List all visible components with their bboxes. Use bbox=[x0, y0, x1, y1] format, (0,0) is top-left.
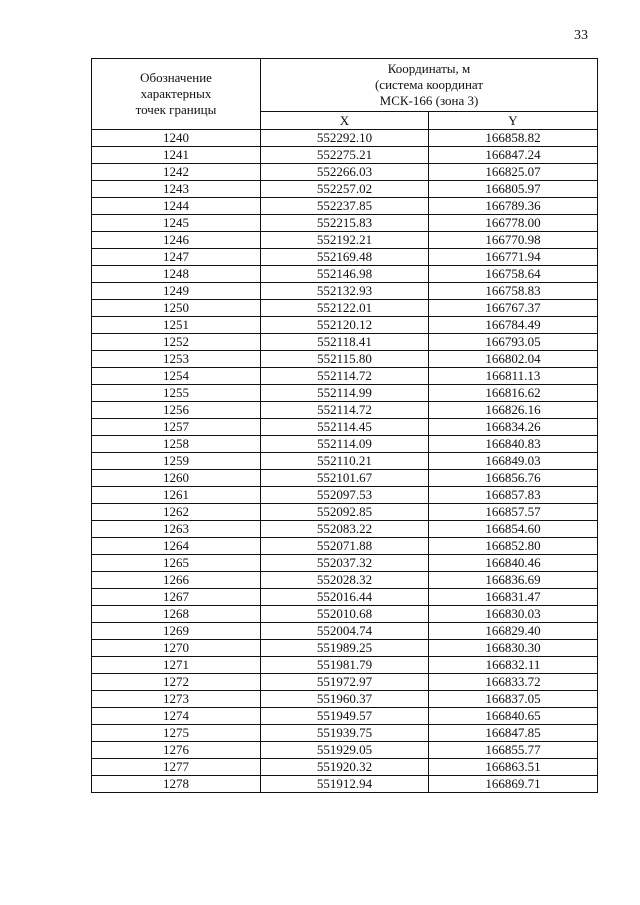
point-id-cell: 1255 bbox=[92, 385, 261, 402]
coords-header-line-2: (система координат bbox=[374, 77, 484, 92]
y-coordinate-cell: 166869.71 bbox=[429, 776, 598, 793]
x-coordinate-cell: 552101.67 bbox=[261, 470, 429, 487]
coordinates-group-header bbox=[261, 59, 598, 112]
y-coordinate-cell: 166857.83 bbox=[429, 487, 598, 504]
x-coordinate-cell: 552097.53 bbox=[261, 487, 429, 504]
y-column-header: Y bbox=[429, 112, 598, 130]
point-id-cell: 1247 bbox=[92, 249, 261, 266]
table-row bbox=[92, 776, 598, 793]
x-coordinate-cell: 551949.57 bbox=[261, 708, 429, 725]
x-coordinate-cell: 552092.85 bbox=[261, 504, 429, 521]
point-id-cell: 1243 bbox=[92, 181, 261, 198]
header-row-top bbox=[92, 59, 598, 112]
table-row bbox=[92, 521, 598, 538]
y-coordinate-cell: 166857.57 bbox=[429, 504, 598, 521]
point-id-cell: 1260 bbox=[92, 470, 261, 487]
table-row bbox=[92, 572, 598, 589]
x-coordinate-cell: 551912.94 bbox=[261, 776, 429, 793]
y-coordinate-cell: 166840.65 bbox=[429, 708, 598, 725]
table-row bbox=[92, 623, 598, 640]
point-id-cell: 1245 bbox=[92, 215, 261, 232]
table-header bbox=[92, 59, 598, 130]
x-coordinate-cell: 551920.32 bbox=[261, 759, 429, 776]
x-coordinate-cell: 552146.98 bbox=[261, 266, 429, 283]
table-row bbox=[92, 181, 598, 198]
point-id-cell: 1278 bbox=[92, 776, 261, 793]
y-coordinate-cell: 166831.47 bbox=[429, 589, 598, 606]
point-id-cell: 1268 bbox=[92, 606, 261, 623]
table-row bbox=[92, 555, 598, 572]
x-coordinate-cell: 552115.80 bbox=[261, 351, 429, 368]
x-column-header: X bbox=[261, 112, 429, 130]
x-coordinate-cell: 551960.37 bbox=[261, 691, 429, 708]
y-coordinate-cell: 166834.26 bbox=[429, 419, 598, 436]
point-id-cell: 1262 bbox=[92, 504, 261, 521]
y-coordinate-cell: 166829.40 bbox=[429, 623, 598, 640]
point-id-cell: 1275 bbox=[92, 725, 261, 742]
x-coordinate-cell: 552071.88 bbox=[261, 538, 429, 555]
point-id-cell: 1251 bbox=[92, 317, 261, 334]
y-coordinate-cell: 166784.49 bbox=[429, 317, 598, 334]
y-coordinate-cell: 166805.97 bbox=[429, 181, 598, 198]
point-id-cell: 1276 bbox=[92, 742, 261, 759]
point-header-line-1: Обозначение bbox=[140, 70, 212, 85]
table-row bbox=[92, 640, 598, 657]
point-id-cell: 1254 bbox=[92, 368, 261, 385]
x-coordinate-cell: 552114.72 bbox=[261, 402, 429, 419]
table-row bbox=[92, 164, 598, 181]
table-row bbox=[92, 130, 598, 147]
point-header-line-3: точек границы bbox=[135, 102, 217, 117]
y-coordinate-cell: 166816.62 bbox=[429, 385, 598, 402]
point-id-cell: 1263 bbox=[92, 521, 261, 538]
y-coordinate-cell: 166855.77 bbox=[429, 742, 598, 759]
y-coordinate-cell: 166825.07 bbox=[429, 164, 598, 181]
point-id-cell: 1261 bbox=[92, 487, 261, 504]
x-coordinate-cell: 552169.48 bbox=[261, 249, 429, 266]
y-coordinate-cell: 166833.72 bbox=[429, 674, 598, 691]
x-coordinate-cell: 552010.68 bbox=[261, 606, 429, 623]
point-id-cell: 1266 bbox=[92, 572, 261, 589]
y-coordinate-cell: 166811.13 bbox=[429, 368, 598, 385]
x-coordinate-cell: 551929.05 bbox=[261, 742, 429, 759]
x-coordinate-cell: 552292.10 bbox=[261, 130, 429, 147]
table-row bbox=[92, 538, 598, 555]
x-coordinate-cell: 552004.74 bbox=[261, 623, 429, 640]
coordinates-table bbox=[91, 58, 598, 793]
y-coordinate-cell: 166840.46 bbox=[429, 555, 598, 572]
y-coordinate-cell: 166771.94 bbox=[429, 249, 598, 266]
point-id-cell: 1258 bbox=[92, 436, 261, 453]
y-coordinate-cell: 166778.00 bbox=[429, 215, 598, 232]
x-coordinate-cell: 551981.79 bbox=[261, 657, 429, 674]
y-coordinate-cell: 166836.69 bbox=[429, 572, 598, 589]
y-coordinate-cell: 166858.82 bbox=[429, 130, 598, 147]
x-coordinate-cell: 552114.09 bbox=[261, 436, 429, 453]
point-id-cell: 1257 bbox=[92, 419, 261, 436]
x-coordinate-cell: 552083.22 bbox=[261, 521, 429, 538]
point-id-cell: 1274 bbox=[92, 708, 261, 725]
table-row bbox=[92, 368, 598, 385]
table-row bbox=[92, 453, 598, 470]
table-row bbox=[92, 266, 598, 283]
x-coordinate-cell: 552275.21 bbox=[261, 147, 429, 164]
table-row bbox=[92, 198, 598, 215]
y-coordinate-cell: 166802.04 bbox=[429, 351, 598, 368]
table-row bbox=[92, 351, 598, 368]
x-coordinate-cell: 552114.45 bbox=[261, 419, 429, 436]
x-coordinate-cell: 552028.32 bbox=[261, 572, 429, 589]
x-coordinate-cell: 552110.21 bbox=[261, 453, 429, 470]
table-row bbox=[92, 470, 598, 487]
x-coordinate-cell: 552114.72 bbox=[261, 368, 429, 385]
y-coordinate-cell: 166793.05 bbox=[429, 334, 598, 351]
y-coordinate-cell: 166847.24 bbox=[429, 147, 598, 164]
point-id-cell: 1272 bbox=[92, 674, 261, 691]
table-row bbox=[92, 504, 598, 521]
point-id-cell: 1277 bbox=[92, 759, 261, 776]
x-coordinate-cell: 552237.85 bbox=[261, 198, 429, 215]
x-coordinate-cell: 552037.32 bbox=[261, 555, 429, 572]
x-coordinate-cell: 551939.75 bbox=[261, 725, 429, 742]
point-id-cell: 1242 bbox=[92, 164, 261, 181]
point-id-cell: 1249 bbox=[92, 283, 261, 300]
point-id-cell: 1259 bbox=[92, 453, 261, 470]
point-id-cell: 1250 bbox=[92, 300, 261, 317]
x-coordinate-cell: 552120.12 bbox=[261, 317, 429, 334]
y-coordinate-cell: 166770.98 bbox=[429, 232, 598, 249]
table-row bbox=[92, 215, 598, 232]
y-coordinate-cell: 166863.51 bbox=[429, 759, 598, 776]
point-header-line-2: характерных bbox=[140, 86, 212, 101]
coords-header-line-3: МСК-166 (зона 3) bbox=[379, 93, 479, 108]
table-row bbox=[92, 232, 598, 249]
y-coordinate-cell: 166830.30 bbox=[429, 640, 598, 657]
point-id-cell: 1256 bbox=[92, 402, 261, 419]
point-id-cell: 1270 bbox=[92, 640, 261, 657]
point-id-cell: 1267 bbox=[92, 589, 261, 606]
point-id-cell: 1246 bbox=[92, 232, 261, 249]
x-coordinate-cell: 552118.41 bbox=[261, 334, 429, 351]
point-id-cell: 1248 bbox=[92, 266, 261, 283]
table-row bbox=[92, 283, 598, 300]
table-row bbox=[92, 674, 598, 691]
table-row bbox=[92, 708, 598, 725]
x-coordinate-cell: 552132.93 bbox=[261, 283, 429, 300]
y-coordinate-cell: 166847.85 bbox=[429, 725, 598, 742]
table-row bbox=[92, 589, 598, 606]
y-coordinate-cell: 166830.03 bbox=[429, 606, 598, 623]
table-row bbox=[92, 436, 598, 453]
x-coordinate-cell: 551989.25 bbox=[261, 640, 429, 657]
table-row bbox=[92, 147, 598, 164]
y-coordinate-cell: 166826.16 bbox=[429, 402, 598, 419]
x-coordinate-cell: 552122.01 bbox=[261, 300, 429, 317]
y-coordinate-cell: 166837.05 bbox=[429, 691, 598, 708]
table-row bbox=[92, 759, 598, 776]
point-id-cell: 1265 bbox=[92, 555, 261, 572]
table-row bbox=[92, 742, 598, 759]
table-row bbox=[92, 725, 598, 742]
point-id-cell: 1241 bbox=[92, 147, 261, 164]
table-row bbox=[92, 334, 598, 351]
table-row bbox=[92, 402, 598, 419]
table-row bbox=[92, 385, 598, 402]
x-coordinate-cell: 552192.21 bbox=[261, 232, 429, 249]
y-coordinate-cell: 166758.83 bbox=[429, 283, 598, 300]
x-coordinate-cell: 552215.83 bbox=[261, 215, 429, 232]
point-id-cell: 1264 bbox=[92, 538, 261, 555]
y-coordinate-cell: 166849.03 bbox=[429, 453, 598, 470]
point-id-cell: 1252 bbox=[92, 334, 261, 351]
table-row bbox=[92, 487, 598, 504]
table-row bbox=[92, 249, 598, 266]
page-number: 33 bbox=[574, 28, 588, 43]
y-coordinate-cell: 166856.76 bbox=[429, 470, 598, 487]
point-id-cell: 1269 bbox=[92, 623, 261, 640]
x-coordinate-cell: 552266.03 bbox=[261, 164, 429, 181]
x-coordinate-cell: 552016.44 bbox=[261, 589, 429, 606]
table-row bbox=[92, 606, 598, 623]
table-row bbox=[92, 317, 598, 334]
y-coordinate-cell: 166854.60 bbox=[429, 521, 598, 538]
table-row bbox=[92, 691, 598, 708]
coords-header-line-1: Координаты, м bbox=[387, 61, 471, 76]
y-coordinate-cell: 166789.36 bbox=[429, 198, 598, 215]
point-id-cell: 1273 bbox=[92, 691, 261, 708]
point-id-cell: 1240 bbox=[92, 130, 261, 147]
y-coordinate-cell: 166767.37 bbox=[429, 300, 598, 317]
y-coordinate-cell: 166852.80 bbox=[429, 538, 598, 555]
point-id-cell: 1244 bbox=[92, 198, 261, 215]
y-coordinate-cell: 166758.64 bbox=[429, 266, 598, 283]
y-coordinate-cell: 166832.11 bbox=[429, 657, 598, 674]
table-body bbox=[92, 130, 598, 793]
point-designation-header bbox=[92, 59, 261, 130]
point-id-cell: 1271 bbox=[92, 657, 261, 674]
point-id-cell: 1253 bbox=[92, 351, 261, 368]
x-coordinate-cell: 552114.99 bbox=[261, 385, 429, 402]
table-row bbox=[92, 657, 598, 674]
table-row bbox=[92, 419, 598, 436]
table-row bbox=[92, 300, 598, 317]
x-coordinate-cell: 552257.02 bbox=[261, 181, 429, 198]
x-coordinate-cell: 551972.97 bbox=[261, 674, 429, 691]
y-coordinate-cell: 166840.83 bbox=[429, 436, 598, 453]
